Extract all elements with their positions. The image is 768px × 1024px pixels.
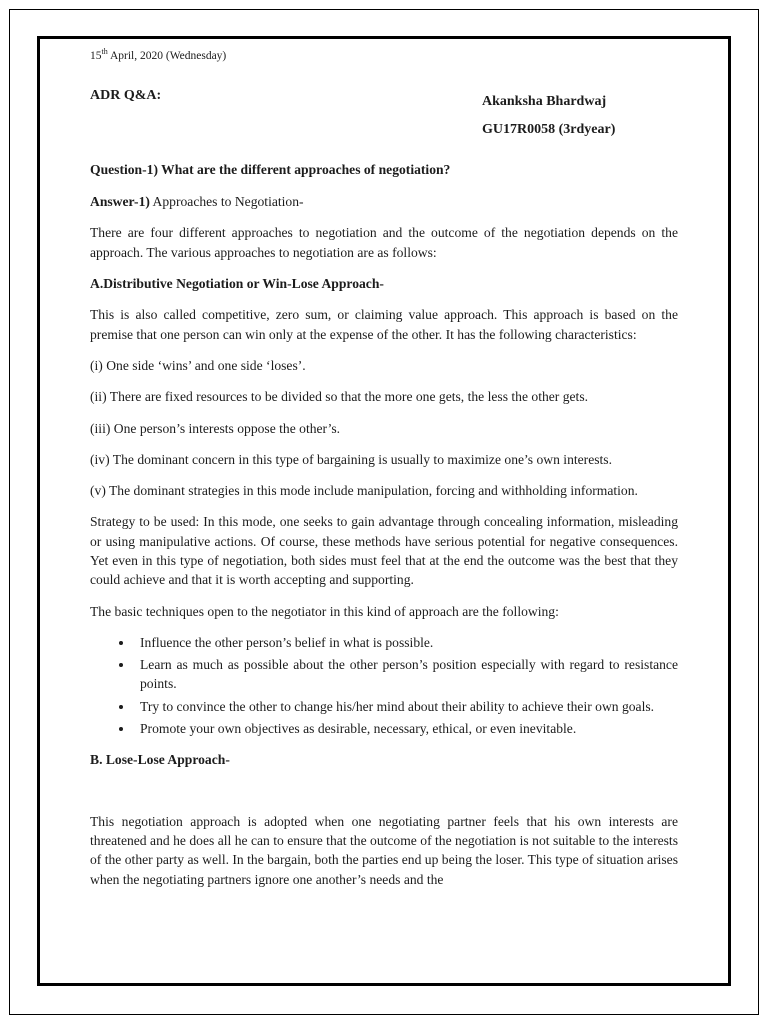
strategy-paragraph: Strategy to be used: In this mode, one seeks to gain advantage through concealing information, misleading or using manipulative actions. Of course, these methods have serious potential for negative consequences. Yet even in this type of negotiation, both sides must feel that at the end the outcome was the best that they could achieve and that it is worth accepting and supporting.	[90, 514, 678, 588]
answer-line	[90, 192, 678, 211]
characteristic-v: (v) The dominant strategies in this mode include manipulation, forcing and withholding information.	[90, 483, 638, 499]
technique-item: • Influence the other person’s belief in what is possible.	[134, 633, 678, 652]
characteristic-iii: (iii) One person’s interests oppose the other’s.	[90, 420, 341, 436]
technique-item: • Learn as much as possible about the other person’s position especially with regard to resistance points.	[134, 655, 678, 694]
characteristic-iv: (iv) The dominant concern in this type of bargaining is usually to maximize one’s own interests.	[90, 451, 612, 467]
distributive-paragraph: This is also called competitive, zero sum, or claiming value approach. This approach is based on the premise that one person can win only at the expense of the other. It has the following characteristics:	[90, 307, 678, 342]
question-heading: Question-1) What are the different approaches of negotiation?	[90, 161, 451, 177]
date-rest: April, 2020 (Wednesday)	[107, 49, 227, 62]
heading-lose-lose: B. Lose-Lose Approach-	[90, 752, 230, 768]
technique-item: • Try to convince the other to change his/her mind about their ability to achieve their own goals.	[134, 697, 678, 716]
date-line	[90, 47, 678, 62]
lose-lose-paragraph: This negotiation approach is adopted when one negotiating partner feels that his own interests are threatened and he does all he can to ensure that the outcome of the negotiation is not suitable to the interests of the other party as well. In the bargain, both the parties end up being the loser. This type of situation arises when the negotiating partners ignore one another’s needs and the	[90, 813, 678, 887]
techniques-list	[90, 633, 678, 738]
page-border-inner	[37, 36, 731, 986]
author-id: GU17R0058 (3rdyear)	[482, 121, 616, 137]
date-day: 15	[90, 49, 102, 62]
doc-title: ADR Q&A:	[90, 87, 162, 103]
date-ordinal-suffix: th	[101, 47, 108, 56]
characteristic-i: (i) One side ‘wins’ and one side ‘loses’.	[90, 357, 306, 373]
heading-distributive: A.Distributive Negotiation or Win-Lose Approach-	[90, 276, 384, 292]
author-block	[482, 88, 678, 144]
intro-paragraph: There are four different approaches to negotiation and the outcome of the negotiation depends on the approach. The various approaches to negotiation are as follows:	[90, 225, 678, 260]
characteristic-ii: (ii) There are fixed resources to be divided so that the more one gets, the less the other gets.	[90, 389, 589, 405]
author-name: Akanksha Bhardwaj	[482, 93, 607, 109]
technique-item: • Promote your own objectives as desirable, necessary, ethical, or even inevitable.	[134, 719, 678, 738]
answer-text: Approaches to Negotiation-	[149, 194, 304, 210]
header-row	[90, 88, 678, 144]
techniques-intro: The basic techniques open to the negotiator in this kind of approach are the following:	[90, 603, 559, 619]
answer-label: Answer-1)	[90, 194, 150, 210]
